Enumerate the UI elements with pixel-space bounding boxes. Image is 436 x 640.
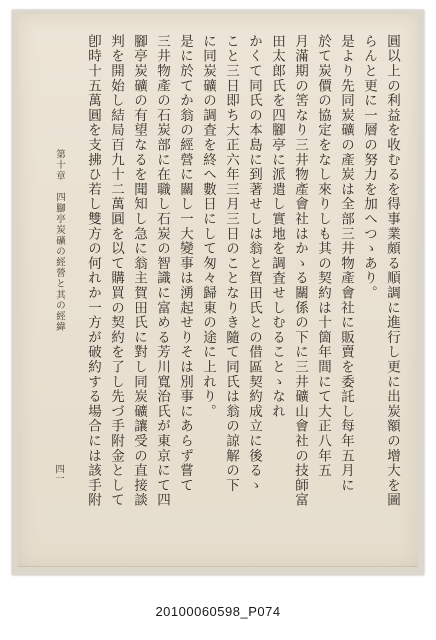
- body-column: 是より先同炭礦の產炭は全部三井物產會社に販賣を委託し每年五月に: [338, 34, 354, 493]
- body-column: かくて同氏の本島に到著せしは翁と賀田氏との借區契約成立に後るゝ: [246, 34, 262, 493]
- body-column: らんと更に一層の努力を加へつゝあり。: [361, 34, 377, 301]
- body-column: 於て炭價の協定をなし來りしも其の契約は十箇年間にて大正八年五: [315, 34, 331, 478]
- body-column: 田太郎氏を四腳亭に派遣し實地を調査せしむることゝなれ: [269, 34, 285, 419]
- body-column: こと三日即ち大正六年三月三日のことなりき隨て同氏は翁の諒解の下: [223, 34, 239, 493]
- body-column: 判を開始し結局百九十二萬圓を以て購買の契約を了し先づ手附金として: [108, 34, 124, 508]
- body-column: 是に於てか翁の經營に關し一大變事は湧起せりそは別事にあらず嘗て: [177, 34, 193, 493]
- page-number: 四一: [53, 464, 64, 483]
- body-column: 腳亭炭礦の有望なるを聞知し急に翁主賀田氏に對し同炭礦讓受の直接談: [131, 34, 147, 508]
- body-column: 圓以上の利益を收むるを得事業頗る順調に進行し更に出炭額の增大を圖: [384, 34, 400, 508]
- body-column: 月滿期の筈なり三井物產會社はかゝる關係の下に三井礦山會社の技師富: [292, 34, 308, 508]
- running-header: 第十章 四腳亭炭礦の經營と其の經緯: [54, 149, 65, 333]
- image-caption: 20100060598_P074: [155, 604, 281, 619]
- page-edge: [18, 566, 418, 567]
- body-column: に同炭礦の調査を終へ數日にして匆々歸東の途に上れり。: [200, 34, 216, 419]
- document-page: [18, 14, 418, 567]
- body-column: 卽時十五萬圓を支拂ひ若し雙方の何れか一方が破約する場合には該手附: [85, 34, 101, 508]
- body-column: 三井物產の石炭部に在職し石炭の智識に富める芳川寬治氏が東京にて四: [154, 34, 170, 508]
